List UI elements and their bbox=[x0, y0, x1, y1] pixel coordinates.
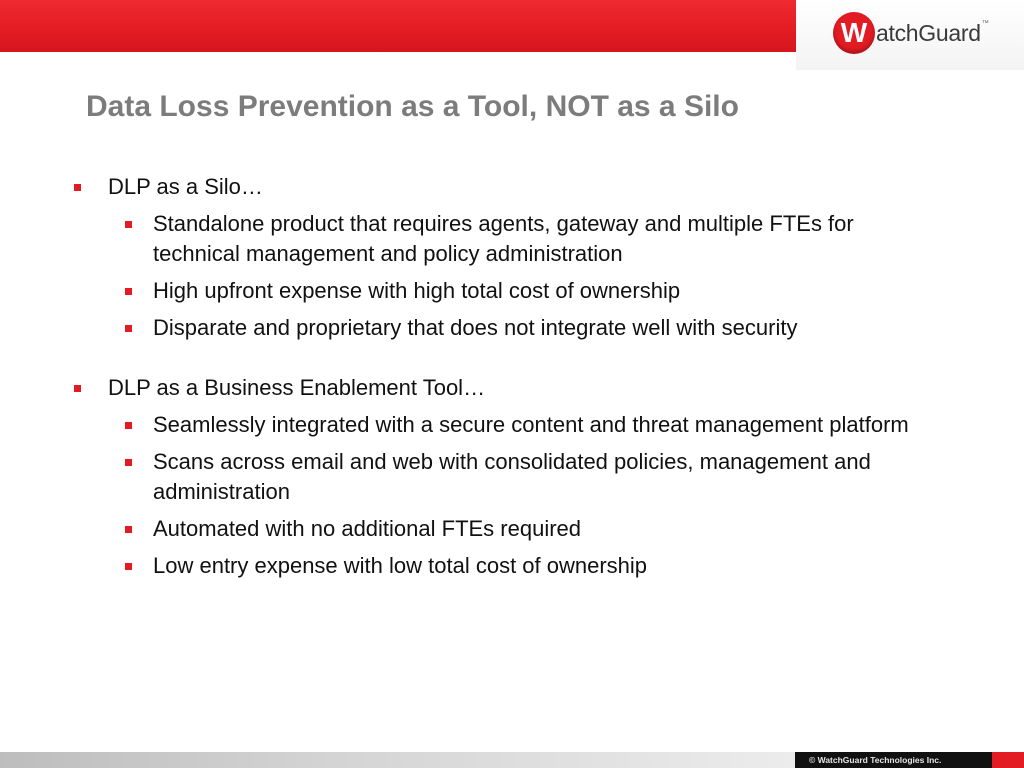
sub-bullet-list bbox=[108, 410, 970, 581]
footer-red-corner bbox=[992, 752, 1024, 768]
slide-title: Data Loss Prevention as a Tool, NOT as a Silo bbox=[86, 90, 739, 123]
header-red-bar bbox=[0, 0, 800, 52]
list-item-text: Disparate and proprietary that does not integrate well with security bbox=[153, 315, 798, 340]
section-dlp-tool bbox=[70, 373, 970, 581]
square-bullet-icon bbox=[125, 422, 132, 429]
square-bullet-icon bbox=[125, 325, 132, 332]
square-bullet-icon bbox=[125, 526, 132, 533]
list-item bbox=[108, 410, 933, 440]
slide-content bbox=[70, 172, 970, 588]
section-heading: DLP as a Silo… bbox=[108, 174, 263, 199]
list-item bbox=[108, 514, 933, 544]
square-bullet-icon bbox=[125, 288, 132, 295]
logo-text: atchGuard bbox=[876, 19, 981, 46]
logo-trademark: ™ bbox=[981, 20, 989, 27]
footer-copyright bbox=[795, 752, 992, 768]
square-bullet-icon bbox=[74, 184, 81, 191]
bullet-list bbox=[70, 172, 970, 581]
square-bullet-icon bbox=[125, 221, 132, 228]
square-bullet-icon bbox=[125, 563, 132, 570]
list-item bbox=[108, 209, 933, 269]
list-item-text: Low entry expense with low total cost of ownership bbox=[153, 553, 648, 578]
list-item-text: Scans across email and web with consolidated policies, management and administration bbox=[153, 449, 871, 504]
list-item bbox=[108, 447, 933, 507]
list-item bbox=[108, 276, 933, 306]
list-item bbox=[108, 313, 933, 343]
watchguard-logo bbox=[833, 10, 989, 56]
list-item-text: Standalone product that requires agents, gateway and multiple FTEs for technical management and policy administration bbox=[153, 211, 854, 266]
list-item-text: High upfront expense with high total cost of ownership bbox=[153, 278, 681, 303]
sub-bullet-list bbox=[108, 209, 970, 343]
section-dlp-silo bbox=[70, 172, 970, 343]
list-item-text: Seamlessly integrated with a secure content and threat management platform bbox=[153, 412, 909, 437]
logo-mark: W bbox=[833, 12, 875, 54]
square-bullet-icon bbox=[125, 459, 132, 466]
footer-gradient-bar bbox=[0, 752, 795, 768]
list-item bbox=[108, 551, 933, 581]
copyright-text: © WatchGuard Technologies Inc. bbox=[809, 755, 942, 765]
list-item-text: Automated with no additional FTEs required bbox=[153, 516, 582, 541]
section-heading: DLP as a Business Enablement Tool… bbox=[108, 375, 486, 400]
square-bullet-icon bbox=[74, 385, 81, 392]
